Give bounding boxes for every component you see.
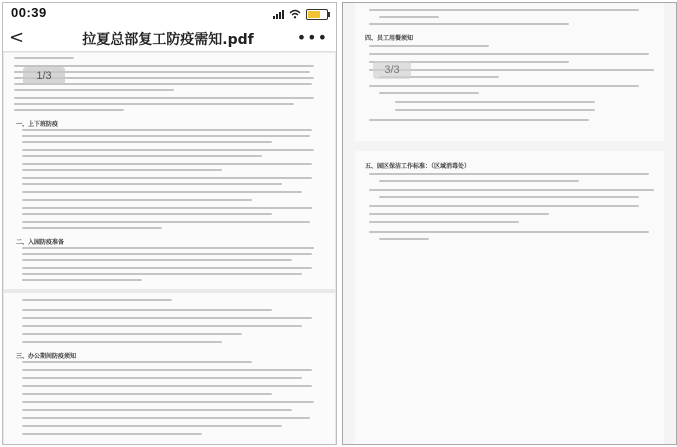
section-heading: 四、员工用餐须知 [365,35,414,42]
status-time: 00:39 [11,5,47,20]
section-heading: 三、办公期间防疫须知 [16,353,77,360]
page-indicator: 3/3 [373,61,411,79]
section-heading: 二、入园防疫准备 [16,239,65,246]
page-indicator: 1/3 [23,67,65,85]
signal-icon [273,9,284,19]
scan-panel [342,2,677,445]
nav-bar [3,25,336,52]
section-heading: 五、园区保洁工作标准：（区域消毒处） [365,163,471,170]
wifi-icon [289,9,301,19]
status-icons [273,8,328,20]
chevron-left-icon[interactable]: < [9,27,25,48]
section-heading: 一、上下班防疫 [16,121,59,128]
pdf-page-4[interactable] [355,151,664,444]
document-title: 拉夏总部复工防疫需知.pdf [82,32,254,48]
pdf-page-2[interactable] [4,293,335,444]
phone-screen [2,2,337,445]
more-horizontal-icon[interactable]: ••• [296,28,328,47]
pdf-page-1[interactable] [4,53,335,289]
battery-icon [306,9,328,20]
status-bar [3,3,336,25]
